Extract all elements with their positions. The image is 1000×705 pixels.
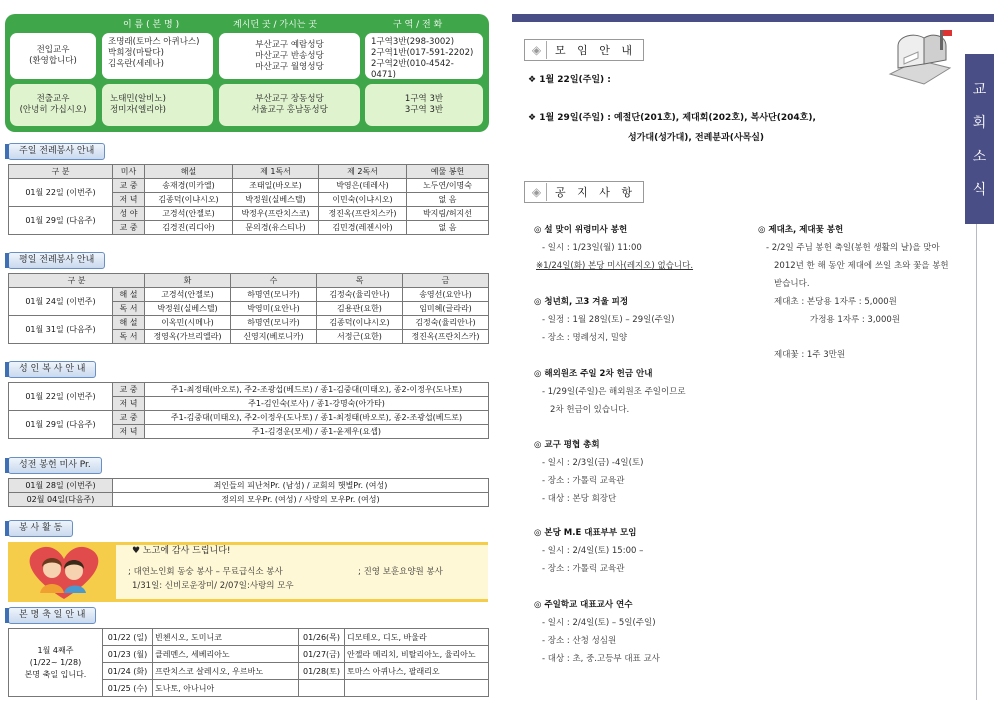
zone: 2구역2반(010-4542-0471) [371,59,454,80]
date-cell: 01/26(목) [299,629,345,646]
notice-line: - 일시 : 1/23일(월) 11:00 [542,243,642,253]
date-cell [299,680,345,697]
gathering-header [524,39,644,61]
members-header-zone: 구 역 / 전 화 [393,20,443,30]
weekday-liturgy-table [8,273,489,344]
cell: 김용관(요한) [317,302,403,316]
cell: 하명연(모니카) [231,288,317,302]
place: 서울교구 홍남동성당 [251,105,328,115]
saints-cell: 클레멘스, 세베리아노 [153,646,299,663]
notice-line: 2012년 한 해 동안 제대에 쓰일 초와 꽃을 봉헌 [774,261,949,271]
notice-line: - 일시 : 2/4일(토) – 5일(주일) [542,618,656,628]
date-cell: 01/24 (화) [103,663,153,680]
prayer-title: 성전 봉헌 미사 Pr. [8,457,102,474]
member-transfer-box [5,14,489,132]
weekday-liturgy-title: 평일 전례봉사 안내 [8,252,105,269]
transfer-in-names [102,33,213,79]
tab-char: 식 [972,182,987,199]
cell: 해 설 [113,316,145,330]
cell: 없 음 [407,193,489,207]
header-cell: 수 [231,274,317,288]
cell: 성 야 [113,207,145,221]
table-row [9,288,489,302]
date-cell: 01/22 (일) [103,629,153,646]
date-cell: 01/27(금) [299,646,345,663]
service-line-1b: ; 진영 보훈요양원 봉사 [358,567,443,577]
table-row [9,383,489,397]
label-line: (환영합니다) [29,56,77,66]
header-cell: 제 2독서 [319,165,407,179]
service-band [8,542,488,602]
altar-server-table [8,382,489,439]
cell: 교 중 [113,411,145,425]
cell: 조태일(바오로) [233,179,319,193]
zone: 1구역3반(298-3002) [371,37,455,47]
cell: 박영은(데레사) [319,179,407,193]
service-thanks: ♥ 노고에 감사 드립니다! [132,546,231,556]
cell: 저 녁 [113,397,145,411]
place: 마산교구 반송성당 [255,50,324,61]
cell: 박지림/허지선 [407,207,489,221]
left-page [5,14,489,700]
cell: 김경진(리디아) [145,221,233,235]
header-icon: ◈ [527,183,547,201]
saints-cell [345,680,489,697]
notice-line: - 일시 : 2/3일(금) -4일(토) [542,458,644,468]
notice-line: - 장소 : 산청 성심원 [542,636,617,646]
notice-title: ◎ 청년회, 고3 겨울 피정 [534,297,629,307]
tab-char: 회 [972,115,987,132]
cell: 서정근(요한) [317,330,403,344]
date-cell: 01월 29일 (다음주) [9,411,113,439]
cell: 독 서 [113,302,145,316]
header-cell: 해설 [145,165,233,179]
feast-week-label [9,629,103,697]
notice-line: - 2/2일 주님 봉헌 축일(봉헌 생활의 날)을 맞아 [766,243,940,253]
notice-line: - 대상 : 초, 중.고등부 대표 교사 [542,654,660,664]
place: 부산교구 장동성당 [255,94,324,104]
cell: 교 중 [113,383,145,397]
label-line: (안녕히 가십시오) [19,105,87,115]
name: 김옥란(세레나) [108,59,164,69]
transfer-in-label [10,33,96,79]
table-header [9,165,489,179]
cell: 주1-최정태(바오로), 주2-조광섭(베드로) / 종1-김중대(미태오), 종2-이정우(도나토) [145,383,489,397]
notice-line: - 대상 : 본당 회장단 [542,494,617,504]
gathering-title: 모 임 안 내 [555,44,636,57]
notices-title: 공 지 사 항 [555,186,636,199]
transfer-out-names [102,84,213,126]
notice-line: - 일시 : 2/4일(토) 15:00 – [542,546,644,556]
cell: 문의경(유스티나) [233,221,319,235]
zone: 3구역 3반 [404,105,444,115]
notice-title: ◎ 해외원조 주일 2차 헌금 안내 [534,369,653,379]
cell: 독 서 [113,330,145,344]
cell: 정영옥(가브리엘라) [145,330,231,344]
cell: 신영지(베로니카) [231,330,317,344]
notice-title: ◎ 주일학교 대표교사 연수 [534,600,633,610]
name: 조명래(토마스 아퀴나스) [108,37,200,47]
date-cell: 01월 29일 (다음주) [9,207,113,235]
notice-line: 받습니다. [774,279,810,289]
cell: 정진옥(프란치스카) [403,330,489,344]
saints-cell: 토마스 아퀴나스, 팔래리오 [345,663,489,680]
transfer-out-zones [365,84,483,126]
cell: 저 녁 [113,193,145,207]
feast-day-table [8,628,489,697]
cell: 김민경(레젠시아) [319,221,407,235]
right-page [512,14,994,700]
cell: 이민숙(이냐시오) [319,193,407,207]
top-bar [512,14,994,22]
date-cell: 01월 22일 (이번주) [9,179,113,207]
feast-day-title: 본 명 축 일 안 내 [8,607,96,624]
cell: 송영선(요안나) [403,288,489,302]
notice-line: - 장소 : 명례성지, 밀양 [542,333,628,343]
cell: 박정원(실베스텔) [233,193,319,207]
table-row [9,179,489,193]
header-cell: 구 분 [9,274,145,288]
cell: 임미혜(글라라) [403,302,489,316]
date-cell: 01월 22일 (이번주) [9,383,113,411]
cell: 하명연(모니카) [231,316,317,330]
header-cell: 예물 봉헌 [407,165,489,179]
label-line: 전입교우 [36,45,70,55]
place: 부산교구 예람성당 [255,39,324,50]
members-header-place: 계시던 곳 / 가시는 곳 [233,20,318,30]
gathering-item-2-cont: 성가대(성가대), 전례분과(사목실) [628,133,765,143]
label-line: 1월 4째주 [37,645,74,655]
date-cell: 01월 31일 (다음주) [9,316,113,344]
header-cell: 목 [317,274,403,288]
place: 마산교구 월영성당 [255,61,324,72]
table-row [9,479,489,493]
service-line-1a: ; 대연노인회 동숭 봉사 – 무료급식소 봉사 [128,567,283,577]
cell: 저 녁 [113,425,145,439]
notices-header [524,181,644,203]
saints-cell: 도나토, 아나니아 [153,680,299,697]
label-line: 본명 축일 입니다. [24,669,87,679]
cell: 정의의 모우Pr. (여성) / 사랑의 모우Pr. (여성) [113,493,489,507]
notice-line: - 1/29일(주일)은 해외원조 주일이므로 [542,387,686,397]
header-cell: 미사 [113,165,145,179]
transfer-out-places [219,84,360,126]
saints-cell: 안젤라 메리치, 비탈리아노, 율리아노 [345,646,489,663]
service-title: 봉 사 활 동 [8,520,73,537]
saints-cell: 빈첸시오, 도미니코 [153,629,299,646]
transfer-in-places [219,33,360,79]
tab-char: 교 [972,81,987,98]
notice-line: 제대꽃 : 1주 3만원 [774,350,846,360]
cell: 없 음 [407,221,489,235]
header-cell: 화 [145,274,231,288]
transfer-in-zones [365,33,483,79]
name: 박희정(마탈다) [108,48,164,58]
notice-title: ◎ 본당 M.E 대표부부 모임 [534,528,637,538]
tab-char: 소 [972,148,987,165]
name: 노태민(알비노) [110,94,166,104]
label-line: (1/22~ 1/28) [29,657,82,667]
cell: 고경석(안젤로) [145,288,231,302]
church-news-tab [965,54,994,224]
cell: 죄인들의 피난처Pr. (남성) / 교회의 햇별Pr. (여성) [113,479,489,493]
cell: 박정우(프란치스코) [233,207,319,221]
notice-line: ※1/24일(화) 본당 미사(레지오) 없습니다. [536,261,694,271]
cell: 정진옥(프란치스카) [319,207,407,221]
cell: 김정숙(율리안나) [317,288,403,302]
notice-line: 2차 헌금이 있습니다. [550,405,630,415]
cell: 주1-김인숙(로사) / 종1-강명숙(아가타) [145,397,489,411]
zone: 2구역1반(017-591-2202) [371,48,474,58]
sunday-liturgy-table [8,164,489,235]
mailbox-icon [884,28,956,86]
notice-line: - 장소 : 가톨릭 교육관 [542,564,625,574]
cell: 교 중 [113,179,145,193]
cell: 주1-김경운(모세) / 종1-윤제우(요셉) [145,425,489,439]
notice-line: - 장소 : 가톨릭 교육관 [542,476,625,486]
members-header-name: 이 름 ( 본 명 ) [123,20,180,30]
table-header [9,274,489,288]
couple-heart-illustration [18,543,110,601]
side-rule [976,224,977,700]
table-row [9,629,489,646]
cell: 박영미(요안나) [231,302,317,316]
date-cell: 01/25 (수) [103,680,153,697]
date-cell: 01/23 (월) [103,646,153,663]
table-row [9,411,489,425]
cell: 고경석(안젤로) [145,207,233,221]
cell: 주1-김중대(미태오), 주2-이정우(도나토) / 종1-최정태(바오로), 종2-조광섭(베드로) [145,411,489,425]
cell: 박정원(실베스텔) [145,302,231,316]
header-cell: 구 분 [9,165,113,179]
notice-title: ◎ 교구 평협 총회 [534,440,600,450]
gathering-item-1: ❖ 1월 22일(주일) : [528,75,611,85]
notice-line: 제대초 : 본당용 1자루 : 5,000원 [774,297,897,307]
notice-title: ◎ 제대초, 제대꽃 봉헌 [758,225,844,235]
cell: 김종덕(이냐시오) [145,193,233,207]
table-row [9,207,489,221]
notice-title: ◎ 설 맞이 위령미사 봉헌 [534,225,628,235]
cell: 교 중 [113,221,145,235]
table-row [9,316,489,330]
cell: 김종덕(이냐시오) [317,316,403,330]
saints-cell: 디모테오, 디도, 바울라 [345,629,489,646]
table-row [9,493,489,507]
label-line: 전출교우 [36,94,70,104]
service-line-2: 1/31일: 신비로운장미/ 2/07일:사랑의 모우 [132,581,294,591]
date-cell: 02월 04일(다음주) [9,493,113,507]
header-cell: 금 [403,274,489,288]
header-icon: ◈ [527,41,547,59]
notice-line: - 일정 : 1월 28일(토) – 29일(주일) [542,315,675,325]
name: 정미자(엘리야) [110,105,166,115]
cell: 노두연/이명숙 [407,179,489,193]
notice-line: 가정용 1자루 : 3,000원 [810,315,900,325]
date-cell: 01월 24일 (이번주) [9,288,113,316]
gathering-item-2: ❖ 1월 29일(주일) : 예절단(201호), 제대회(202호), 복사단(204호), [528,113,816,123]
zone: 1구역 3반 [404,94,444,104]
header-cell: 제 1독서 [233,165,319,179]
cell: 송재경(미카엘) [145,179,233,193]
date-cell: 01/28(토) [299,663,345,680]
cell: 해 설 [113,288,145,302]
date-cell: 01월 28일 (이번주) [9,479,113,493]
cell: 김정숙(율리안나) [403,316,489,330]
altar-server-title: 성 인 복 사 안 내 [8,361,96,378]
cell: 이옥민(시메나) [145,316,231,330]
saints-cell: 프란치스코 살레시오, 우르바노 [153,663,299,680]
sunday-liturgy-title: 주일 전례봉사 안내 [8,143,105,160]
transfer-out-label [10,84,96,126]
prayer-table [8,478,489,507]
